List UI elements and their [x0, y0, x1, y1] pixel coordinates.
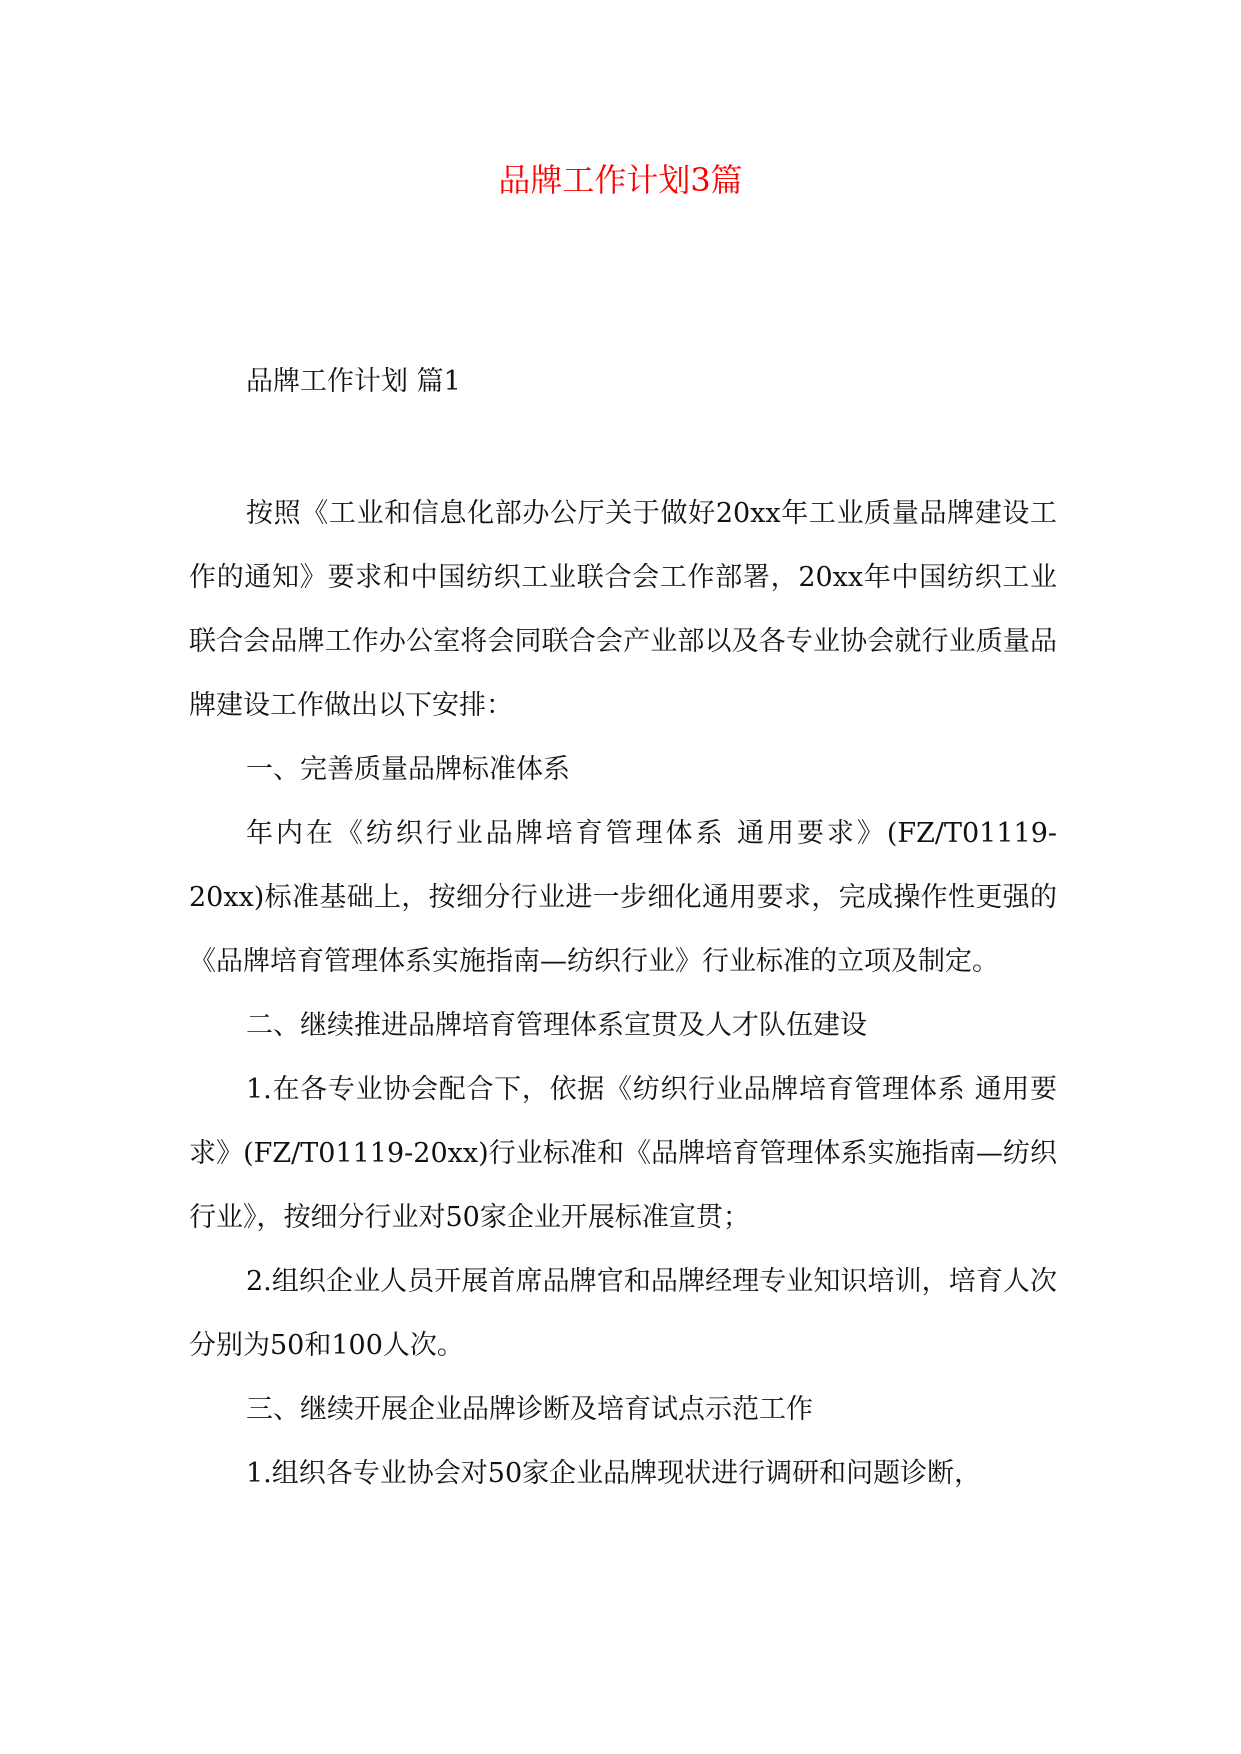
section-heading: 品牌工作计划 篇1 — [246, 366, 461, 397]
paragraph-standards: 年内在《纺织行业品牌培育管理体系 通用要求》(FZ/T01119-20xx)标准基础上，按细分行业进一步细化通用要求，完成操作性更强的《品牌培育管理体系实施指南—纺织行业》行业标准的立项及制定。 — [189, 818, 1057, 977]
paragraph-training-2: 2.组织企业人员开展首席品牌官和品牌经理专业知识培训，培育人次分别为50和100人次。 — [189, 1266, 1057, 1361]
paragraph-intro: 按照《工业和信息化部办公厅关于做好20xx年工业质量品牌建设工作的通知》要求和中国纺织工业联合会工作部署，20xx年中国纺织工业联合会品牌工作办公室将会同联合会产业部以及各专业协会就行业质量品牌建设工作做出以下安排： — [189, 498, 1057, 721]
document-body — [189, 482, 1057, 1506]
subheading-training: 二、继续推进品牌培育管理体系宣贯及人才队伍建设 — [246, 1010, 867, 1041]
paragraph-training-1: 1.在各专业协会配合下，依据《纺织行业品牌培育管理体系 通用要求》(FZ/T01119-20xx)行业标准和《品牌培育管理体系实施指南—纺织行业》，按细分行业对50家企业开展标准宣贯； — [189, 1074, 1057, 1233]
subheading-diagnosis: 三、继续开展企业品牌诊断及培育试点示范工作 — [246, 1394, 813, 1425]
subheading-standards: 一、完善质量品牌标准体系 — [246, 754, 570, 785]
paragraph-diagnosis-1: 1.组织各专业协会对50家企业品牌现状进行调研和问题诊断， — [246, 1458, 982, 1489]
document-title: 品牌工作计划3篇 — [498, 161, 743, 199]
